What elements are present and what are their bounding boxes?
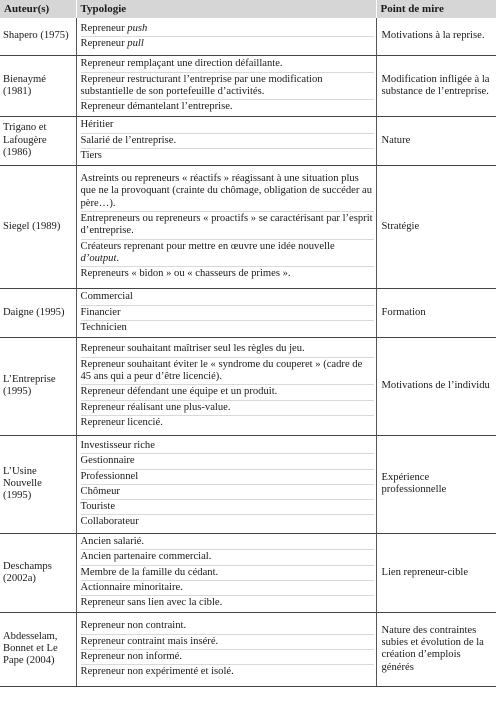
typology-item-text: Actionnaire minoritaire. <box>80 581 183 593</box>
typology-item-text: Technicien <box>80 321 127 333</box>
typology-item <box>81 212 374 240</box>
header-row <box>0 0 496 18</box>
author-cell: Trigano et Lafougère (1986) <box>0 116 76 165</box>
typology-item <box>81 650 374 665</box>
typology-cell <box>76 533 376 612</box>
focus-cell: Nature <box>376 116 496 165</box>
typology-item-text: Repreneur défendant une équipe et un produit. <box>80 386 278 398</box>
typology-item-text: Repreneur <box>80 22 128 34</box>
focus-cell: Motivations de l’individu <box>376 337 496 435</box>
typology-item <box>81 57 374 72</box>
typology-item-text: Touriste <box>80 501 116 513</box>
typology-item-text: Commercial <box>80 291 133 303</box>
typology-item-text: Investisseur riche <box>80 439 155 451</box>
author-cell: Bienaymé (1981) <box>0 55 76 116</box>
typology-item <box>81 581 374 596</box>
table-row <box>0 533 496 612</box>
typology-item <box>81 240 374 268</box>
typology-item-text: Repreneur restructurant l’entreprise par une modification substantielle de son portefeuille d’activités. <box>80 73 323 97</box>
typology-item-text: Entrepreneurs ou repreneurs « proactifs » se caractérisant par l’esprit d’entreprise. <box>80 213 373 237</box>
focus-cell: Nature des contraintes subies et évolution de la création d’emplois générés <box>376 612 496 686</box>
typology-item <box>81 134 374 149</box>
typology-item-italic: pull <box>127 38 144 50</box>
typology-item-text: Repreneur démantelant l’entreprise. <box>80 101 233 113</box>
typology-item <box>81 550 374 565</box>
author-cell: Daigne (1995) <box>0 288 76 337</box>
typology-item <box>81 665 374 679</box>
table-row <box>0 435 496 533</box>
focus-cell: Formation <box>376 288 496 337</box>
typology-item <box>81 454 374 469</box>
author-cell: Abdesselam, Bonnet et Le Pape (2004) <box>0 612 76 686</box>
typology-item-text: Astreints ou repreneurs « réactifs » réagissant à une situation plus que ne la provoquant (crainte du chômage, obligation de succéder au père…). <box>80 173 373 209</box>
table-row <box>0 55 496 116</box>
typology-item-text: Repreneur souhaitant éviter le « syndrome du couperet » (cadre de 45 ans qui a peur d’être licencié). <box>80 358 363 382</box>
typology-item-text: Ancien salarié. <box>80 536 145 548</box>
author-cell: Shapero (1975) <box>0 18 76 55</box>
typology-cell <box>76 337 376 435</box>
typology-item-text: Financier <box>80 306 121 318</box>
typology-item <box>81 500 374 515</box>
typology-item <box>81 401 374 416</box>
author-cell: L’Usine Nouvelle (1995) <box>0 435 76 533</box>
typology-item-text: Repreneurs « bidon » ou « chasseurs de primes ». <box>80 268 291 280</box>
typology-item <box>81 73 374 101</box>
typology-item-text: Tiers <box>80 149 102 161</box>
typology-item-italic: push <box>127 22 148 34</box>
typology-item-suffix: . <box>116 252 120 264</box>
typology-item <box>81 22 374 37</box>
typology-item-text: Salarié de l’entreprise. <box>80 134 177 146</box>
typology-item-text: Membre de la famille du cédant. <box>80 566 219 578</box>
typology-item-text: Créateurs reprenant pour mettre en œuvre une idée nouvelle <box>80 240 335 252</box>
typology-item <box>81 439 374 454</box>
typology-item <box>81 385 374 400</box>
typology-item-text: Collaborateur <box>80 516 139 528</box>
typology-item <box>81 515 374 529</box>
table-row <box>0 337 496 435</box>
typology-item <box>81 485 374 500</box>
typology-item-text: Repreneur réalisant une plus-value. <box>80 401 231 413</box>
typology-item <box>81 619 374 634</box>
typology-item <box>81 172 374 212</box>
typology-cell <box>76 165 376 288</box>
typology-item <box>81 306 374 321</box>
typology-item-italic: d’output <box>80 252 117 264</box>
typology-item-text: Repreneur contraint mais inséré. <box>80 635 219 647</box>
typology-item-text: Professionnel <box>80 470 139 482</box>
typology-cell <box>76 435 376 533</box>
typology-item <box>81 342 374 357</box>
typology-item <box>81 100 374 114</box>
typology-item <box>81 535 374 550</box>
focus-cell: Stratégie <box>376 165 496 288</box>
author-cell: Siegel (1989) <box>0 165 76 288</box>
header-typology: Typologie <box>76 0 376 18</box>
typology-item-text: Repreneur remplaçant une direction défaillante. <box>80 58 283 70</box>
typology-item <box>81 635 374 650</box>
typology-cell <box>76 116 376 165</box>
typology-item <box>81 566 374 581</box>
typology-item <box>81 118 374 133</box>
typology-item <box>81 290 374 305</box>
typology-item <box>81 358 374 386</box>
typology-item <box>81 596 374 610</box>
typology-item-text: Héritier <box>80 119 114 131</box>
table-body <box>0 18 496 686</box>
table-row <box>0 116 496 165</box>
typology-item-text: Chômeur <box>80 485 120 497</box>
table-row <box>0 612 496 686</box>
typology-cell <box>76 612 376 686</box>
typology-item <box>81 321 374 335</box>
typology-item-text: Ancien partenaire commercial. <box>80 551 212 563</box>
typology-item <box>81 267 374 281</box>
table-row <box>0 18 496 55</box>
typology-item <box>81 470 374 485</box>
focus-cell: Motivations à la reprise. <box>376 18 496 55</box>
typology-item-text: Repreneur souhaitant maîtriser seul les règles du jeu. <box>80 343 305 355</box>
focus-cell: Modification infligée à la substance de l’entreprise. <box>376 55 496 116</box>
typology-item-text: Repreneur licencié. <box>80 416 163 428</box>
table-row <box>0 165 496 288</box>
header-focus: Point de mire <box>376 0 496 18</box>
typology-cell <box>76 288 376 337</box>
author-cell: Deschamps (2002a) <box>0 533 76 612</box>
typology-item-text: Gestionnaire <box>80 455 135 467</box>
typology-cell <box>76 18 376 55</box>
table-row <box>0 288 496 337</box>
focus-cell: Expérience professionnelle <box>376 435 496 533</box>
author-cell: L’Entreprise (1995) <box>0 337 76 435</box>
typology-item-text: Repreneur non informé. <box>80 650 182 662</box>
typology-item <box>81 37 374 51</box>
typology-item-text: Repreneur non contraint. <box>80 620 187 632</box>
typology-item <box>81 149 374 163</box>
focus-cell: Lien repreneur-cible <box>376 533 496 612</box>
header-authors: Auteur(s) <box>0 0 76 18</box>
typology-cell <box>76 55 376 116</box>
typology-item-text: Repreneur non expérimenté et isolé. <box>80 666 234 678</box>
typology-item <box>81 416 374 430</box>
typology-item-text: Repreneur sans lien avec la cible. <box>80 597 223 609</box>
typology-item-text: Repreneur <box>80 38 128 50</box>
